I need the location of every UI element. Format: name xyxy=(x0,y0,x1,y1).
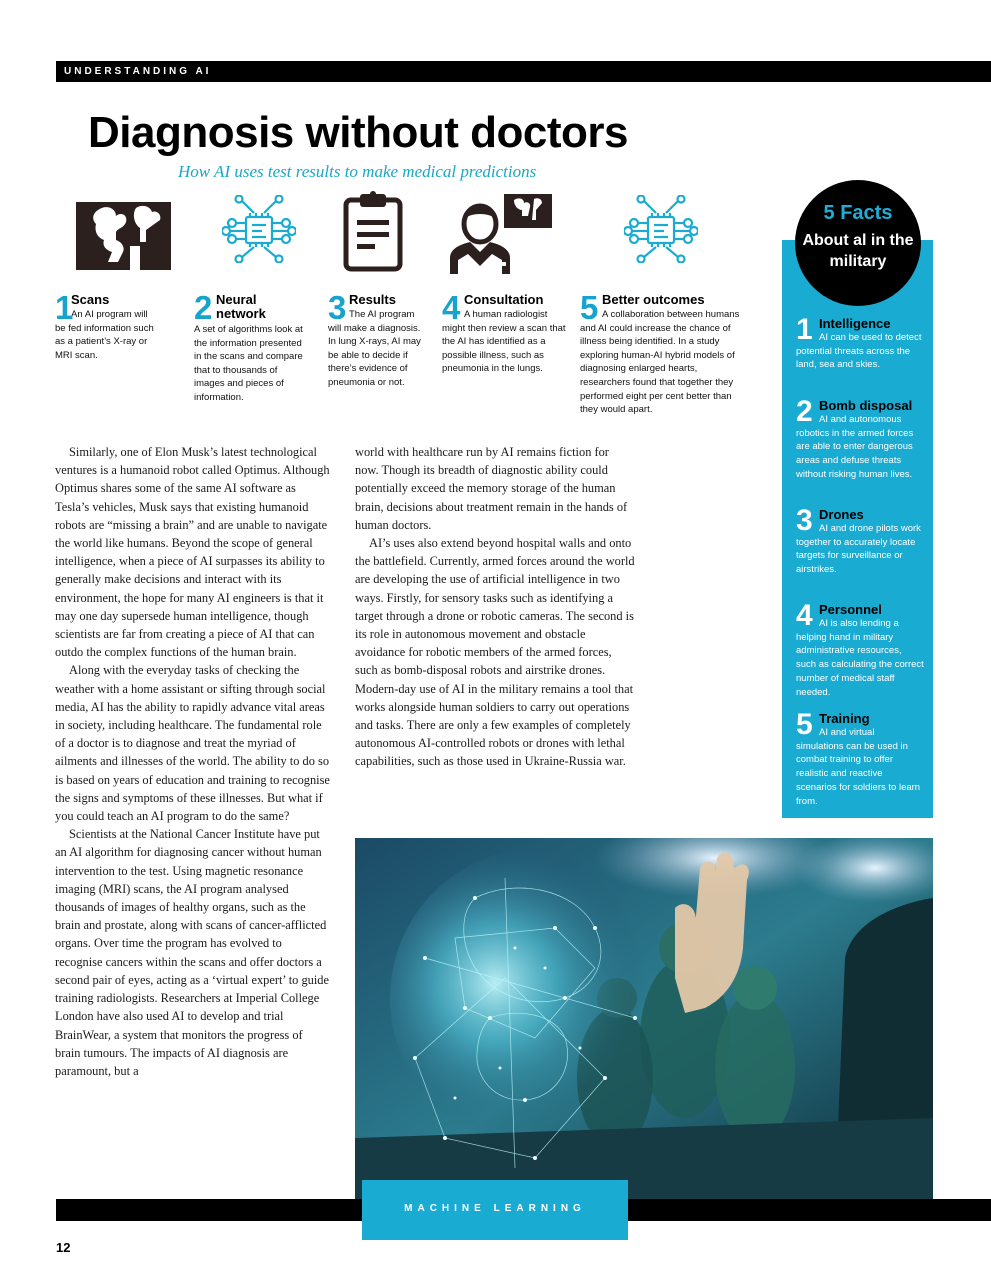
article-paragraph: Scientists at the National Cancer Institute have put an AI algorithm for diagnosing cancer without human intervention to the test. Using magnetic resonance imaging (MRI) scans, the AI program analysed thousands of images of healthy organs, such as the brain and prostate, along with scans of cancer-afflicted organs. Over time the program has evolved to recognise cancers within the scans and offer doctors a second pair of eyes, acting as a ‘virtual expert’ to guide training radiologists. Researchers at Imperial College London have also used AI to develop and trial BrainWear, a system that monitors the progress of brain tumours. The impacts of AI diagnosis are paramount, but a xyxy=(55,827,329,1078)
step-body: A set of algorithms look at the information presented in the scans and compare that to thousands of images and pieces of information. xyxy=(194,324,303,403)
step-title: Better outcomes xyxy=(602,292,705,307)
knee-joint-icon xyxy=(76,202,171,270)
fact-title: Drones xyxy=(819,507,864,522)
step-title: Scans xyxy=(71,292,110,307)
step-body: A collaboration between humans and AI could increase the chance of illness being identified. In a study exploring human-AI hybrid models of diagnosing enlarged hearts, researchers found that together they performed eight per cent better than they would apart. xyxy=(580,309,740,416)
article-paragraph: Along with the everyday tasks of checking the weather with a home assistant or sifting through social media, AI has the ability to rapidly advance vital areas in society, including healthcare. The fundamental role of a doctor is to diagnose and treat the myriad of ailments and illnesses of the world. The ability to do so is based on years of education and training to recognise the signs and symptoms of these illnesses. But what if you could teach an AI program to do the same? xyxy=(55,663,330,824)
fact-body: AI and autonomous robotics in the armed forces are able to enter dangerous areas and defuse threats without risking human lives. xyxy=(796,414,914,480)
fact-body: AI and drone pilots work together to accurately locate targets for surveillance or airstrikes. xyxy=(796,523,921,576)
clipboard-icon xyxy=(343,190,403,272)
step-number: 1 xyxy=(55,289,74,326)
article-column-1 xyxy=(55,443,331,1080)
step-number: 3 xyxy=(328,289,347,326)
step-body: A human radiologist might then review a scan that the AI has identified as a possible illness, such as pneumonia in the lungs. xyxy=(442,309,566,375)
step-title: Consultation xyxy=(464,292,544,307)
fact-number: 5 xyxy=(796,708,813,741)
fact-number: 1 xyxy=(796,313,813,346)
doctor-scan-icon xyxy=(446,194,552,274)
fact-5 xyxy=(796,708,924,808)
article-paragraph: Similarly, one of Elon Musk’s latest technological ventures is a humanoid robot called Optimus. Although Optimus shares some of the same AI software as Tesla’s vehicles, Musk says that existing humanoid robots are “missing a brain” and are unable to navigate the world like humans. Beyond the scope of general intelligence, when a piece of AI surpasses its ability to generally make decisions and interact with its environment, the hope for many AI engineers is that it may one day supersede human intelligence, though scientists are far from creating a piece of AI that can outdo the complex functions of the human brain. xyxy=(55,445,330,660)
fact-body: AI and virtual simulations can be used in combat training to offer realistic and reactive scenarios for soldiers to learn from. xyxy=(796,727,921,807)
section-header-bar xyxy=(56,61,991,82)
step-body: The AI program will make a diagnosis. In lung X-rays, AI may be able to decide if there’s evidence of pneumonia or not. xyxy=(328,309,421,388)
fact-2 xyxy=(796,395,924,482)
step-2 xyxy=(194,289,310,405)
step-3 xyxy=(328,289,422,390)
article-paragraph: AI’s uses also extend beyond hospital walls and onto the battlefield. Currently, armed forces around the world are developing the use of artificial intelligence in two ways. Firstly, for sensory tasks such as identifying a target through a drone or robotic cameras. The second is its role in autonomous movement and obstacle avoidance for robotic members of the armed forces, such as bomb-disposal robots and airstrike drones. Modern-day use of AI in the military remains a tool that works alongside human soldiers to carry out operations and tasks. There are only a few examples of completely autonomous AI-controlled robots or drones with lethal capabilities, such as those used in Ukraine-Russia war. xyxy=(355,536,635,769)
step-number: 2 xyxy=(194,289,213,326)
step-4 xyxy=(442,289,566,376)
page-number: 12 xyxy=(56,1240,71,1255)
fact-title: Personnel xyxy=(819,602,882,617)
fact-title: Training xyxy=(819,711,870,726)
step-title-line2: network xyxy=(216,306,266,321)
facts-heading: 5 Facts xyxy=(823,202,893,224)
surgery-hologram-photo xyxy=(355,838,933,1199)
step-5 xyxy=(580,289,742,417)
fact-number: 4 xyxy=(796,599,813,632)
section-tab xyxy=(362,1180,628,1240)
fact-4 xyxy=(796,599,924,699)
step-1 xyxy=(55,289,155,362)
article-column-2 xyxy=(355,443,635,771)
fact-3 xyxy=(796,504,924,577)
step-number: 4 xyxy=(442,289,461,326)
facts-subheading: About al in the military xyxy=(802,232,914,270)
step-body: An AI program will be fed information such as a patient’s X-ray or MRI scan. xyxy=(55,309,154,361)
page-title: Diagnosis without doctors xyxy=(88,108,628,157)
step-title-line1: Neural xyxy=(216,292,257,307)
step-number: 5 xyxy=(580,289,599,326)
page-subtitle: How AI uses test results to make medical predictions xyxy=(178,162,537,181)
section-label: UNDERSTANDING AI xyxy=(64,66,212,77)
fact-body: AI can be used to detect potential threats across the land, sea and skies. xyxy=(796,332,922,371)
fact-number: 2 xyxy=(796,395,813,428)
fact-1 xyxy=(796,313,924,372)
fact-title: Intelligence xyxy=(819,316,891,331)
neural-chip-icon xyxy=(624,195,698,263)
fact-title: Bomb disposal xyxy=(819,398,913,413)
facts-heading-badge xyxy=(795,180,921,306)
fact-body: AI is also lending a helping hand in military administrative resources, such as calculating the correct number of medical staff needed. xyxy=(796,618,924,698)
section-tab-label: MACHINE LEARNING xyxy=(404,1203,586,1214)
fact-number: 3 xyxy=(796,504,813,537)
step-title: Results xyxy=(349,292,396,307)
article-paragraph: world with healthcare run by AI remains fiction for now. Though its breadth of diagnostic ability could potentially exceed the memory storage of the human brain, decisions about treatment remain in the hands of human doctors. xyxy=(355,445,628,532)
neural-chip-icon xyxy=(222,195,296,263)
